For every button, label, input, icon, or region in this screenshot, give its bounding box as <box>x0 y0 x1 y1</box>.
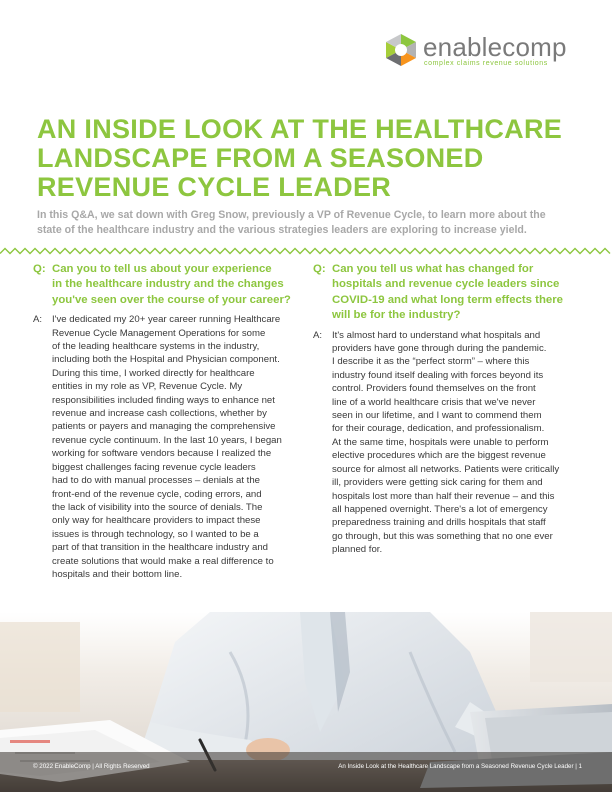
answer-line: ill, providers were getting sick caring for them and <box>332 477 543 489</box>
answer-line: seen in our lifetime, and I want to commend them <box>332 410 542 422</box>
answer-line: providers have gone through during the pandemic. <box>332 343 547 355</box>
answer-marker: A: <box>313 329 323 341</box>
qa-column-left <box>33 262 301 581</box>
question-line: you've seen over the course of your career? <box>52 293 291 306</box>
answer-line: control. Providers found themselves on the front <box>332 383 536 395</box>
answer-marker: A: <box>33 314 43 326</box>
question-block <box>313 262 581 324</box>
question-line: Can you to tell us about your experience <box>52 263 272 275</box>
answer-line: had to do with manual processes – denials at the <box>52 475 260 487</box>
answer-line: At the same time, hospitals were unable to perform <box>332 436 549 448</box>
answer-line: Revenue Cycle Management Operations for some <box>52 327 266 339</box>
answer-line: preparedness training and drills hospitals that staff <box>332 517 546 529</box>
enablecomp-logo <box>384 31 594 71</box>
answer-line: issues is through technology, so I wanted to be a <box>52 528 259 540</box>
answer-line: the lack of visibility into the source of denials. The <box>52 501 263 513</box>
answer-line: entities in my role as VP, Revenue Cycle. My <box>52 381 243 393</box>
answer-line: biggest challenges facing revenue cycle leaders <box>52 461 256 473</box>
answer-line: create solutions that would make a real difference to <box>52 555 274 567</box>
answer-line: revenue cycle continuum. In the last 10 years, I began <box>52 434 282 446</box>
answer-line: working for software vendors because I realized the <box>52 448 272 460</box>
answer-line: I've dedicated my 20+ year career running Healthcare <box>52 314 281 326</box>
brand-wordmark: enablecomp <box>423 32 567 62</box>
answer-line: elective procedures which are the biggest revenue <box>332 450 546 462</box>
intro-line: state of the healthcare industry and the various strategies leaders are exploring to increase yield. <box>37 224 527 236</box>
footer-copyright: © 2022 EnableComp | All Rights Reserved <box>33 763 150 770</box>
question-line: Can you tell us what has changed for <box>332 263 534 275</box>
answer-line: for their courage, dedication, and professionalism. <box>332 423 545 435</box>
intro-line: In this Q&A, we sat down with Greg Snow, previously a VP of Revenue Cycle, to learn more about the <box>37 209 546 221</box>
answer-line: I describe it as the “perfect storm” – where this <box>332 356 530 368</box>
title-line: REVENUE CYCLE LEADER <box>37 172 392 202</box>
qa-column-right <box>313 262 581 557</box>
answer-line: It's almost hard to understand what hospitals and <box>332 329 541 341</box>
answer-line: of the leading healthcare systems in the industry, <box>52 341 260 353</box>
answer-line: revenue and increase cash collections, whether by <box>52 408 267 420</box>
answer-line: line of a world healthcare crisis that we've never <box>332 396 536 408</box>
title-line: LANDSCAPE FROM A SEASONED <box>37 143 484 173</box>
answer-line: hospitals and their bottom line. <box>52 568 183 580</box>
question-line: hospitals and revenue cycle leaders since <box>332 278 560 291</box>
question-line: in the healthcare industry and the changes <box>52 278 284 291</box>
title-line: AN INSIDE LOOK AT THE HEALTHCARE <box>37 114 563 144</box>
answer-line: responsibilities included finding ways to enhance net <box>52 394 275 406</box>
answer-line: hospitals lost more than half their revenue – and this <box>332 490 555 502</box>
answer-line: patients or payers and managing the comprehensive <box>52 421 276 433</box>
intro-paragraph <box>37 208 582 238</box>
brand-tagline: complex claims revenue solutions <box>424 60 548 67</box>
enablecomp-logo-mark-icon <box>384 33 418 67</box>
question-line: COVID-19 and what long term effects there <box>332 293 564 306</box>
answer-line: only way for healthcare providers to impact these <box>52 515 261 527</box>
answer-line: including both the Hospital and Physician component. <box>52 354 280 366</box>
answer-line: source for almost all networks. Patients were critically <box>332 463 560 475</box>
answer-block <box>313 329 581 557</box>
answer-line: industry found itself dealing with forces beyond its <box>332 369 544 381</box>
question-line: will be for the industry? <box>332 309 461 322</box>
page-title <box>37 115 582 202</box>
answer-block <box>33 313 301 581</box>
question-block <box>33 262 301 308</box>
question-marker: Q: <box>33 263 46 275</box>
answer-line: front-end of the revenue cycle, coding errors, and <box>52 488 262 500</box>
question-marker: Q: <box>313 263 326 275</box>
answer-line: go through, but this was something that no one ever <box>332 530 553 542</box>
answer-line: all happened overnight. There's a lot of emergency <box>332 503 548 515</box>
answer-line: part of that transition in the healthcare industry and <box>52 542 268 554</box>
answer-line: planned for. <box>332 544 383 556</box>
zigzag-divider <box>0 247 612 255</box>
footer-page-title: An Inside Look at the Healthcare Landscape from a Seasoned Revenue Cycle Leader | 1 <box>338 763 582 770</box>
answer-line: During this time, I worked directly for healthcare <box>52 367 255 379</box>
